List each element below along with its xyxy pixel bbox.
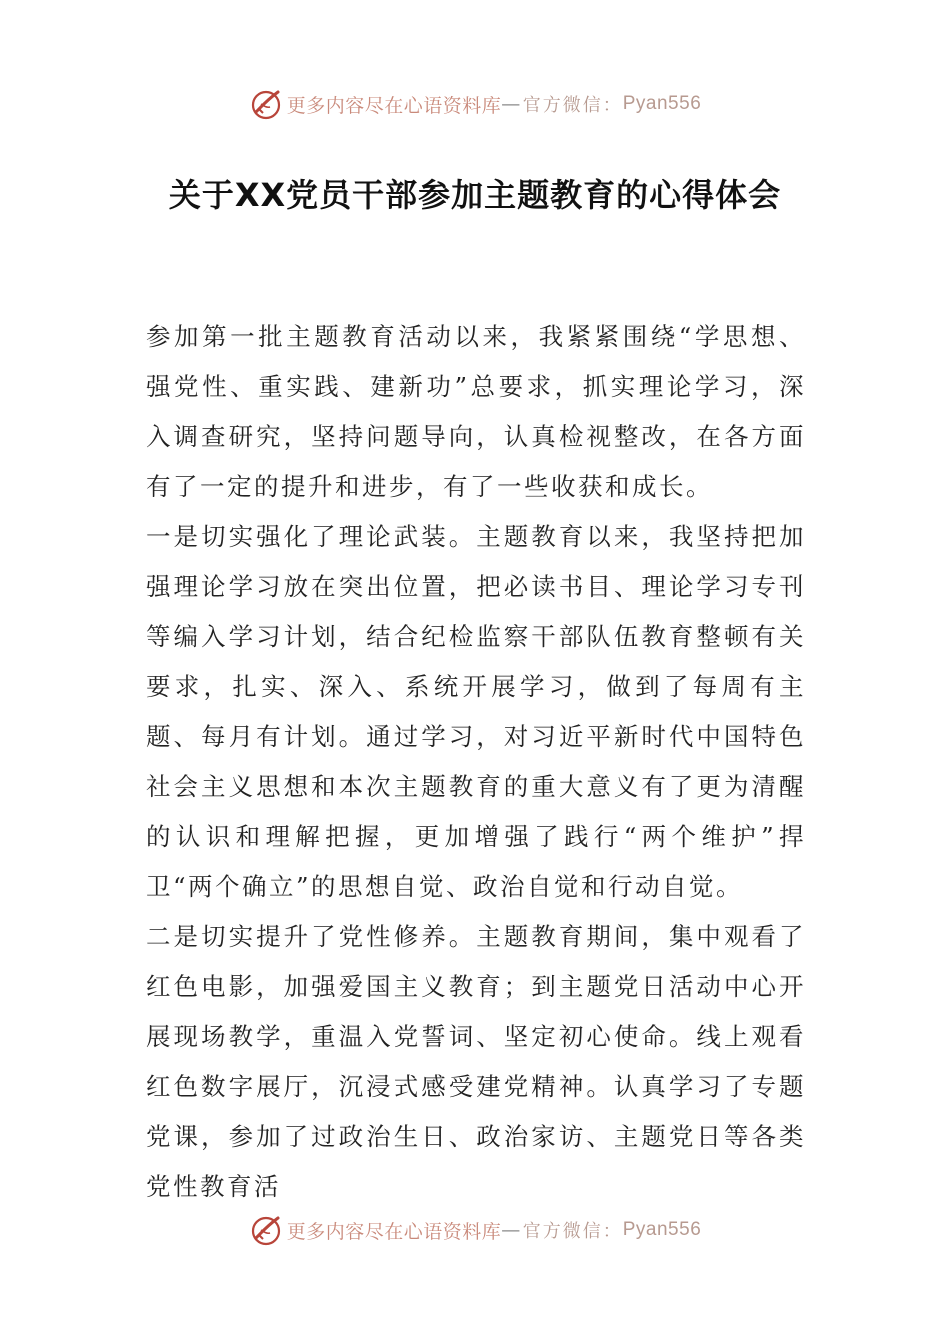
banner-wechat-id: Pyan556 <box>622 93 702 114</box>
document-title: 关于XX党员干部参加主题教育的心得体会 <box>168 176 782 214</box>
brush-pen-logo-icon <box>249 87 283 121</box>
banner-wechat-label: 官方微信： <box>522 95 623 116</box>
banner-wechat-id: Pyan556 <box>622 1219 702 1240</box>
body-clip <box>146 312 806 1201</box>
banner-wechat-label: 官方微信： <box>522 1221 623 1242</box>
document-body <box>146 312 806 1201</box>
banner-dash: — <box>501 93 521 115</box>
footer-banner <box>0 1210 950 1250</box>
paragraph-theory: 一是切实强化了理论武装。主题教育以来，我坚持把加强理论学习放在突出位置，把必读书目、理论学习专刊等编入学习计划，结合纪检监察干部队伍教育整顿有关要求，扎实、深入、系统开展学习，做到了每周有主题、每月有计划。通过学习，对习近平新时代中国特色社会主义思想和本次主题教育的重大意义有了更为清醒的认识和理解把握，更加增强了践行“两个维护”捍卫“两个确立”的思想自觉、政治自觉和行动自觉。 <box>146 522 806 901</box>
banner-dash: — <box>501 1219 521 1241</box>
brush-pen-logo-icon <box>249 1213 283 1247</box>
banner-main-text: 更多内容尽在心语资料库 <box>286 94 502 117</box>
paragraph-intro: 参加第一批主题教育活动以来，我紧紧围绕“学思想、强党性、重实践、建新功”总要求，抓实理论学习，深入调查研究，坚持问题导向，认真检视整改，在各方面有了一定的提升和进步，有了一些收获和成长。 <box>146 322 806 501</box>
banner-main-text: 更多内容尽在心语资料库 <box>286 1220 502 1243</box>
header-banner <box>0 84 950 124</box>
paragraph-party-spirit: 二是切实提升了党性修养。主题教育期间，集中观看了红色电影，加强爱国主义教育；到主题党日活动中心开展现场教学，重温入党誓词、坚定初心使命。线上观看红色数字展厅，沉浸式感受建党精神。认真学习了专题党课，参加了过政治生日、政治家访、主题党日等各类党性教育活 <box>146 922 806 1201</box>
